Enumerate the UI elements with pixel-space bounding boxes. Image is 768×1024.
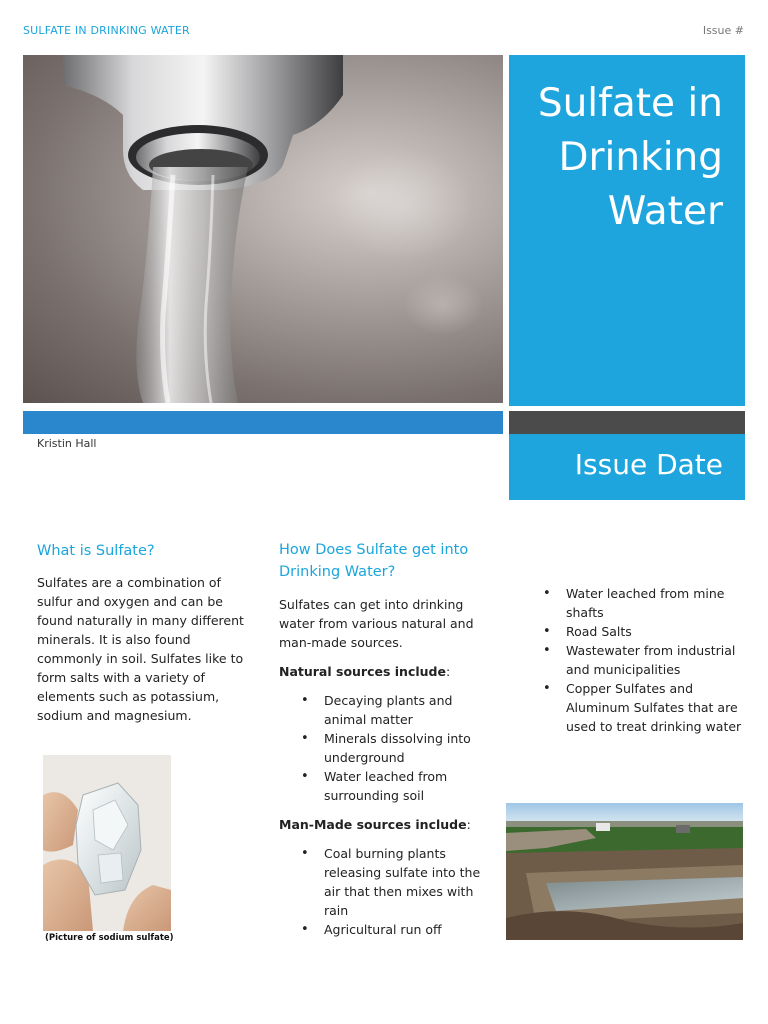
- section-heading: How Does Sulfate get into Drinking Water?: [279, 542, 469, 580]
- title-panel: [509, 55, 745, 406]
- column-what-is-sulfate: [37, 540, 247, 725]
- author-name: Kristin Hall: [37, 437, 97, 450]
- list-item: • Copper Sulfates and Aluminum Sulfates that are used to treat drinking water: [566, 679, 744, 736]
- list-item: • Wastewater from industrial and municipalities: [566, 641, 744, 679]
- natural-sources-label: Natural sources include:: [279, 664, 451, 679]
- dark-accent-bar: [509, 411, 745, 434]
- water-faucet-photo: [23, 55, 503, 403]
- section-heading: What is Sulfate?: [37, 543, 155, 559]
- issue-number: Issue #: [702, 24, 744, 37]
- section-intro: Sulfates can get into drinking water from various natural and man-made sources.: [279, 597, 474, 650]
- running-header-title: SULFATE IN DRINKING WATER: [23, 24, 190, 37]
- agricultural-runoff-photo: [506, 803, 743, 940]
- list-item: • Water leached from surrounding soil: [324, 767, 489, 805]
- issue-date-panel: [509, 434, 745, 500]
- column-more-sources: [566, 584, 744, 736]
- sodium-sulfate-crystal-photo: [43, 755, 171, 931]
- list-item: • Minerals dissolving into underground: [324, 729, 489, 767]
- column-sources: [279, 539, 489, 939]
- natural-sources-list: [279, 691, 489, 805]
- photo-caption: (Picture of sodium sulfate): [45, 933, 174, 943]
- list-item: • Decaying plants and animal matter: [324, 691, 489, 729]
- list-item: • Water leached from mine shafts: [566, 584, 744, 622]
- issue-date: Issue Date: [574, 448, 723, 481]
- newsletter-title: Sulfate in Drinking Water: [537, 81, 723, 234]
- more-sources-list: [566, 584, 744, 736]
- list-item: • Agricultural run off: [324, 920, 489, 939]
- list-item: • Coal burning plants releasing sulfate into the air that then mixes with rain: [324, 844, 489, 920]
- section-body: Sulfates are a combination of sulfur and oxygen and can be found naturally in many different minerals. It is also found commonly in soil. Sulfates like to form salts with a variety of elements such as potassium, sodium and magnesium.: [37, 575, 244, 723]
- list-item: • Road Salts: [566, 622, 744, 641]
- accent-bar: [23, 411, 503, 434]
- manmade-sources-label: Man-Made sources include:: [279, 817, 471, 832]
- manmade-sources-list: [279, 844, 489, 939]
